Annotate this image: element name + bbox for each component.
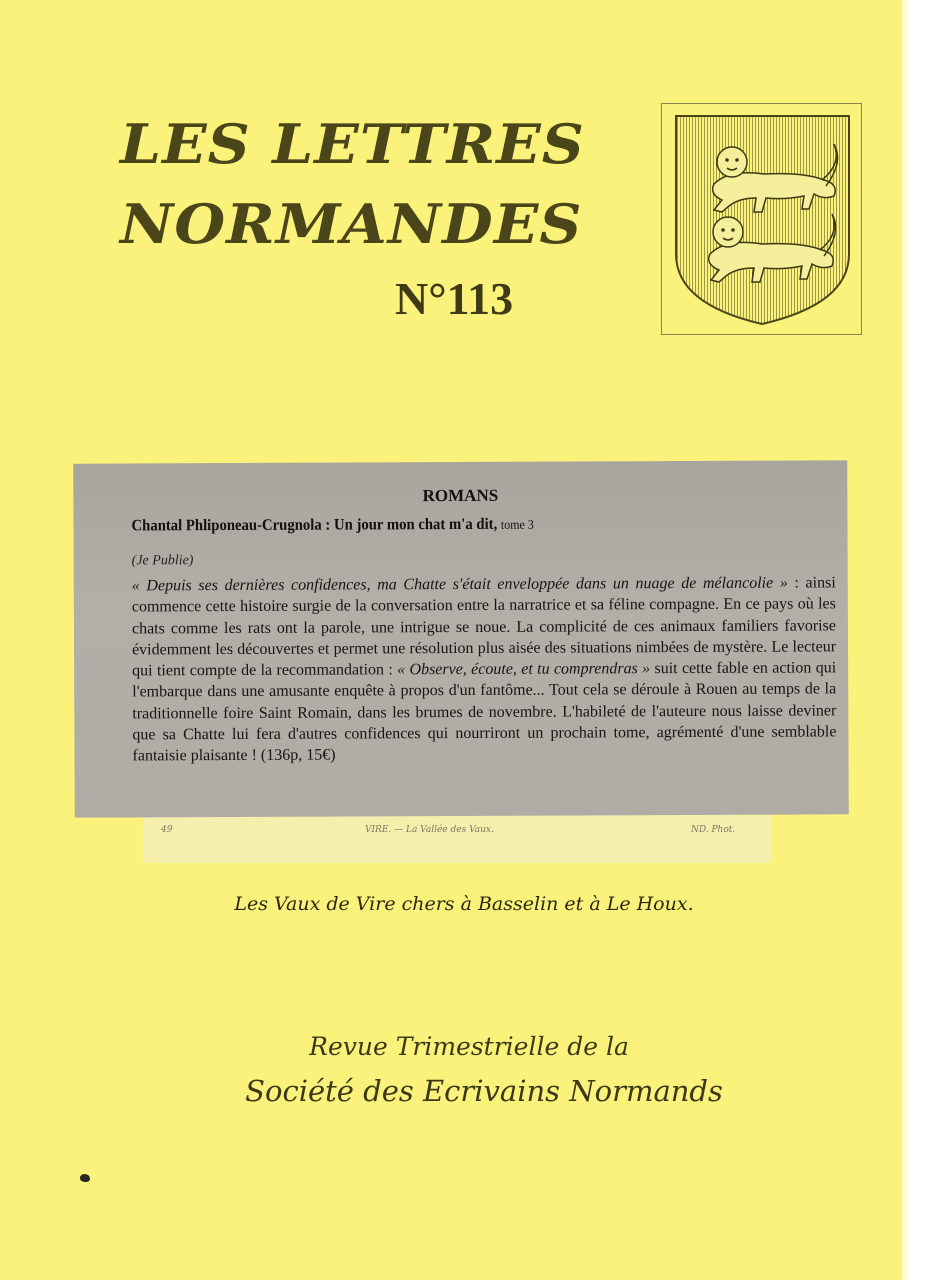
journal-title-line-2: NORMANDES (120, 192, 583, 256)
opening-quote: « Depuis ses dernières confidences, ma Chatte s'était enveloppée dans un nuage de mélancolie » (131, 574, 788, 595)
publisher: (Je Publie) (131, 553, 194, 569)
paper-speck (80, 1174, 90, 1182)
author-title: Chantal Phliponeau-Crugnola : Un jour mon chat m'a dit, (131, 515, 498, 535)
journal-title-line-1: LES LETTRES (120, 112, 585, 176)
recommendation-quote: « Observe, écoute, et tu comprendras » (397, 660, 651, 679)
footer-line-2: Société des Ecrivains Normands (245, 1074, 723, 1108)
tome-label: tome 3 (500, 516, 534, 532)
review-text (132, 572, 837, 767)
section-heading: ROMANS (422, 485, 499, 506)
photo-strip (143, 815, 771, 863)
photo-place: VIRE. — La Vallée des Vaux. (365, 825, 494, 835)
normandy-crest-icon (674, 114, 851, 326)
issue-number: N°113 (395, 273, 514, 324)
book-title (131, 516, 533, 536)
review-part-2: suit cette fable en action qui l'embarque dans une amusante enquête à propos d'un fantôme... Tout cela se déroule à Rouen au temps de la traditionnelle foire Saint Romain, dans les brumes de novembre. L'habileté de l'auteure nous laisse deviner que sa Chatte lui fera d'autres confidences qui nourriront un prochain tome, agrémenté d'une semblable fantaisie plaisante ! (136p, 15€) (132, 659, 837, 765)
crest-frame (661, 103, 862, 335)
photo-caption: Les Vaux de Vire chers à Basselin et à Le Houx. (234, 893, 694, 915)
review-clipping (73, 460, 849, 817)
photo-number: 49 (161, 825, 173, 835)
photo-credit: ND. Phot. (691, 825, 736, 835)
footer-line-1: Revue Trimestrielle de la (309, 1032, 629, 1061)
review-part-1: : ainsi commence cette histoire surgie de la conversation entre la narratrice et sa féline compagne. En ce pays où les chats comme les rats ont la parole, une intrigue se noue. La complicité de ces animaux familiers favorise évidemment les découvertes et permet une résolution plus aisée des situations nimbées de mystère. Le lecteur qui tient compte de la recommandation : (131, 574, 837, 680)
